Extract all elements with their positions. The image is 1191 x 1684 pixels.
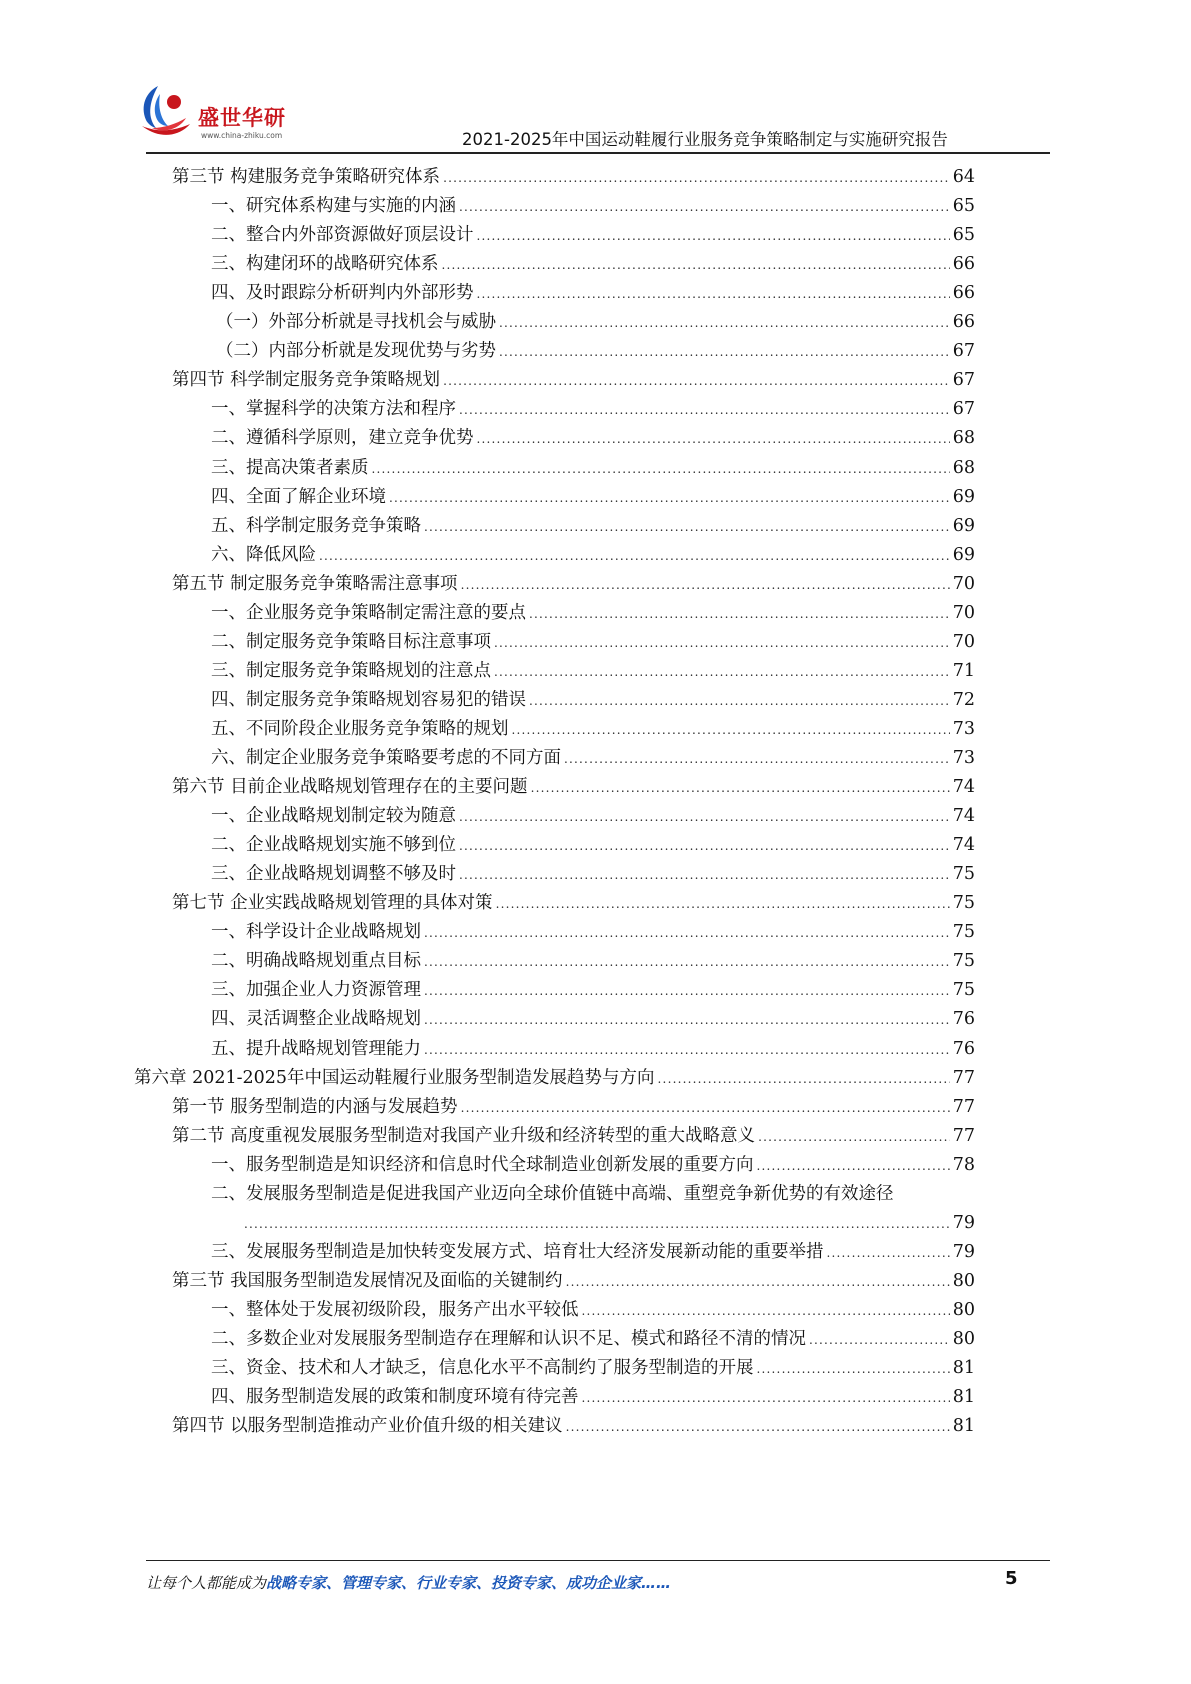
toc-entry-label: 三、构建闭环的战略研究体系 (211, 254, 439, 275)
toc-leader-dots (477, 424, 950, 455)
toc-entry-label: 二、遵循科学原则，建立竞争优势 (211, 428, 474, 449)
toc-leader-dots (566, 1267, 950, 1298)
toc-entry[interactable] (211, 453, 975, 484)
toc-leader-dots (499, 308, 950, 339)
toc-entry-page: 65 (952, 196, 975, 217)
toc-entry-page: 81 (952, 1387, 975, 1408)
header-divider (146, 152, 1050, 154)
toc-entry-label: （二）内部分析就是发现优势与劣势 (216, 341, 496, 362)
toc-entry[interactable] (172, 1411, 975, 1442)
logo-url: www.china-zhiku.com (201, 131, 283, 140)
toc-leader-dots (459, 192, 950, 223)
toc-leader-dots (582, 1296, 950, 1327)
toc-entry-label: 一、服务型制造是知识经济和信息时代全球制造业创新发展的重要方向 (211, 1154, 754, 1175)
toc-entry-label: 五、科学制定服务竞争策略 (211, 515, 421, 536)
toc-entry-label: 三、加强企业人力资源管理 (211, 980, 421, 1001)
toc-entry-page: 74 (952, 835, 975, 856)
toc-leader-dots (424, 976, 950, 1007)
toc-leader-dots (442, 250, 950, 281)
toc-entry[interactable] (211, 423, 975, 454)
toc-leader-dots (443, 163, 950, 194)
toc-entry-label: 第六节 目前企业战略规划管理存在的主要问题 (172, 777, 528, 798)
toc-leader-dots (459, 802, 950, 833)
toc-entry[interactable] (172, 365, 975, 396)
toc-entry-page: 77 (952, 1125, 975, 1146)
toc-entry[interactable] (172, 1121, 975, 1152)
toc-entry-label: 二、制定服务竞争策略目标注意事项 (211, 631, 491, 652)
toc-entry-label: 第四节 科学制定服务竞争策略规划 (172, 370, 441, 391)
toc-entry-label: 二、多数企业对发展服务型制造存在理解和认识不足、模式和路径不清的情况 (211, 1329, 806, 1349)
footer-slogan-emphasis: 战略专家、管理专家、行业专家、投资专家、成功企业家…… (266, 1574, 672, 1592)
toc-entry[interactable] (172, 772, 975, 803)
toc-entry[interactable] (211, 1353, 975, 1384)
toc-leader-dots (424, 1035, 950, 1066)
report-title: 2021-2025年中国运动鞋履行业服务竞争策略制定与实施研究报告 (462, 130, 948, 149)
toc-entry[interactable] (211, 1150, 975, 1181)
toc-entry-page: 73 (952, 748, 975, 768)
toc-entry[interactable] (211, 482, 975, 513)
toc-leader-dots (424, 947, 950, 978)
toc-entry-page: 69 (952, 515, 975, 536)
toc-leader-dots (757, 1151, 950, 1182)
toc-entry-page: 77 (952, 1067, 975, 1088)
toc-entry[interactable] (211, 278, 975, 309)
toc-entry[interactable] (211, 249, 975, 280)
toc-entry-label: 五、提升战略规划管理能力 (211, 1038, 421, 1059)
logo (138, 80, 308, 150)
toc-entry-page: 69 (952, 544, 975, 565)
toc-entry-page: 75 (952, 864, 975, 885)
toc-entry-label: 第二节 高度重视发展服务型制造对我国产业升级和经济转型的重大战略意义 (172, 1125, 756, 1146)
toc-entry-label: 第三节 构建服务竞争策略研究体系 (172, 167, 441, 187)
toc-entry-label: 三、资金、技术和人才缺乏，信息化水平不高制约了服务型制造的开展 (211, 1358, 754, 1379)
toc-leader-dots (244, 1209, 950, 1240)
toc-leader-dots (477, 279, 950, 310)
toc-leader-dots (529, 686, 950, 717)
toc-entry[interactable] (211, 975, 975, 1006)
toc-entry-label: 一、企业服务竞争策略制定需注意的要点 (211, 602, 526, 623)
toc-entry-page: 80 (952, 1270, 975, 1291)
toc-entry-label: 二、整合内外部资源做好顶层设计 (211, 225, 474, 246)
toc-entry-page: 79 (952, 1212, 975, 1233)
toc-leader-dots (372, 454, 950, 485)
toc-entry-page: 75 (952, 922, 975, 943)
logo-mark-icon (138, 80, 200, 142)
toc-entry-label: 一、整体处于发展初级阶段，服务产出水平较低 (211, 1299, 579, 1320)
toc-entry-label: 第七节 企业实践战略规划管理的具体对策 (172, 893, 493, 914)
toc-entry-page: 66 (952, 254, 975, 275)
toc-entry[interactable] (211, 859, 975, 890)
toc-entry-page: 74 (952, 806, 975, 827)
toc-entry[interactable] (211, 220, 975, 251)
toc-leader-dots (459, 831, 950, 862)
toc-entry-label: 一、掌握科学的决策方法和程序 (211, 399, 456, 420)
toc-entry-page: 69 (952, 486, 975, 507)
toc-entry[interactable] (211, 1004, 975, 1035)
toc-entry-label: 四、及时跟踪分析研判内外部形势 (211, 283, 474, 304)
toc-leader-dots (319, 541, 950, 572)
toc-entry[interactable] (211, 511, 975, 542)
toc-entry-label: 第一节 服务型制造的内涵与发展趋势 (172, 1096, 458, 1117)
footer-slogan-lead: 让每个人都能成为 (146, 1574, 267, 1592)
toc-entry-page: 80 (952, 1299, 975, 1320)
toc-entry-page: 75 (952, 951, 975, 972)
toc-entry-page: 70 (952, 602, 975, 623)
toc-entry[interactable] (211, 191, 975, 222)
toc-leader-dots (658, 1064, 950, 1095)
toc-leader-dots (512, 715, 950, 746)
toc-entry-label: 一、研究体系构建与实施的内涵 (211, 196, 456, 217)
toc-entry-label: 四、全面了解企业环境 (211, 486, 386, 507)
toc-leader-dots (564, 744, 950, 775)
toc-leader-dots (389, 483, 950, 514)
toc-entry-label: 二、发展服务型制造是促进我国产业迈向全球价值链中高端、重塑竞争新优势的有效途径 (211, 1183, 894, 1204)
toc-entry[interactable] (211, 1034, 975, 1065)
toc-entry[interactable] (211, 1237, 975, 1268)
toc-entry[interactable] (211, 714, 975, 745)
toc-entry-label: 三、企业战略规划调整不够及时 (211, 864, 456, 885)
toc-leader-dots (494, 628, 950, 659)
toc-leader-dots (494, 657, 950, 688)
toc-leader-dots (461, 570, 950, 601)
toc-entry-label: 二、企业战略规划实施不够到位 (211, 835, 456, 856)
toc-entry-page: 64 (952, 167, 975, 187)
toc-leader-dots (809, 1325, 950, 1356)
toc-leader-dots (499, 337, 950, 368)
toc-entry[interactable] (172, 162, 975, 193)
toc-leader-dots (758, 1122, 950, 1153)
toc-entry-label: 第五节 制定服务竞争策略需注意事项 (172, 573, 458, 594)
toc-entry-page: 73 (952, 718, 975, 739)
footer-divider (146, 1560, 1050, 1561)
toc-entry-label: 四、制定服务竞争策略规划容易犯的错误 (211, 689, 526, 710)
page-header (0, 0, 1191, 160)
toc-entry-page: 76 (952, 1038, 975, 1059)
toc-entry[interactable] (211, 743, 975, 774)
toc-entry-page: 81 (952, 1358, 975, 1379)
toc-entry[interactable] (172, 888, 975, 919)
toc-entry-page: 70 (952, 573, 975, 594)
toc-entry-page: 78 (952, 1154, 975, 1175)
toc-entry-label: 六、降低风险 (211, 544, 316, 565)
toc-entry[interactable] (211, 917, 975, 948)
toc-entry[interactable] (211, 598, 975, 629)
toc-entry-page: 72 (952, 689, 975, 710)
toc-entry-page: 79 (952, 1241, 975, 1262)
toc-entry-page: 75 (952, 893, 975, 914)
toc-leader-dots (477, 221, 950, 252)
toc-entry-label: 一、企业战略规划制定较为随意 (211, 806, 456, 827)
toc-entry-page: 67 (952, 399, 975, 420)
toc-entry-label: 第三节 我国服务型制造发展情况及面临的关键制约 (172, 1270, 563, 1291)
toc-entry[interactable] (211, 1382, 975, 1413)
toc-entry-page: 74 (952, 777, 975, 798)
toc-entry[interactable] (211, 1179, 975, 1210)
toc-entry-page: 67 (952, 370, 975, 391)
toc-leader-dots (531, 773, 950, 804)
toc-leader-dots (529, 599, 950, 630)
toc-entry-page: 76 (952, 1009, 975, 1030)
toc-entry[interactable] (216, 336, 975, 367)
toc-entry[interactable] (241, 1208, 975, 1239)
toc-entry[interactable] (211, 656, 975, 687)
toc-leader-dots (582, 1383, 950, 1414)
toc-entry-page: 65 (952, 225, 975, 246)
toc-entry-page: 77 (952, 1096, 975, 1117)
toc-entry-label: 第四节 以服务型制造推动产业价值升级的相关建议 (172, 1416, 563, 1437)
toc-entry[interactable] (211, 394, 975, 425)
toc-entry-label: 第六章 2021-2025年中国运动鞋履行业服务型制造发展趋势与方向 (134, 1067, 655, 1088)
toc-entry-label: 四、服务型制造发展的政策和制度环境有待完善 (211, 1387, 579, 1408)
toc-entry-label: 三、提高决策者素质 (211, 457, 369, 478)
toc-entry[interactable] (211, 627, 975, 658)
toc-entry-label: 一、科学设计企业战略规划 (211, 922, 421, 943)
toc-entry[interactable] (172, 1266, 975, 1297)
toc-leader-dots (459, 860, 950, 891)
toc-entry[interactable] (211, 801, 975, 832)
toc-leader-dots (459, 395, 950, 426)
footer-slogan (146, 1572, 671, 1593)
toc-leader-dots (566, 1412, 950, 1443)
toc-entry-label: 二、明确战略规划重点目标 (211, 951, 421, 972)
logo-title: 盛世华研 (198, 106, 286, 130)
toc-entry-label: 四、灵活调整企业战略规划 (211, 1009, 421, 1030)
toc-entry-label: 三、制定服务竞争策略规划的注意点 (211, 660, 491, 681)
toc-leader-dots (424, 1005, 950, 1036)
page-number: 5 (1005, 1568, 1018, 1589)
toc-entry[interactable] (216, 307, 975, 338)
toc-entry[interactable] (211, 946, 975, 977)
toc-entry-page: 70 (952, 631, 975, 652)
toc-entry-label: 五、不同阶段企业服务竞争策略的规划 (211, 718, 509, 739)
toc-entry-label: 三、发展服务型制造是加快转变发展方式、培育壮大经济发展新动能的重要举措 (211, 1241, 824, 1262)
toc-entry-page: 71 (952, 660, 975, 681)
toc-entry[interactable] (172, 569, 975, 600)
toc-entry[interactable] (211, 685, 975, 716)
toc-entry-label: 六、制定企业服务竞争策略要考虑的不同方面 (211, 748, 561, 768)
toc-entry-page: 67 (952, 341, 975, 362)
toc-entry-page: 68 (952, 457, 975, 478)
toc-leader-dots (424, 918, 950, 949)
toc-leader-dots (496, 889, 950, 920)
toc-leader-dots (424, 512, 950, 543)
toc-entry-page: 80 (952, 1329, 975, 1349)
toc-leader-dots (443, 366, 950, 397)
toc-entry-page: 81 (952, 1416, 975, 1437)
toc-entry[interactable] (211, 830, 975, 861)
toc-entry[interactable] (211, 1295, 975, 1326)
toc-entry[interactable] (211, 1324, 975, 1355)
toc-entry[interactable] (211, 540, 975, 571)
toc-entry-label: （一）外部分析就是寻找机会与威胁 (216, 312, 496, 333)
toc-entry-page: 75 (952, 980, 975, 1001)
toc-entry[interactable] (172, 1092, 975, 1123)
toc-leader-dots (461, 1093, 950, 1124)
toc-leader-dots (757, 1354, 950, 1385)
toc-entry-page: 66 (952, 283, 975, 304)
toc-entry-page: 68 (952, 428, 975, 449)
toc-entry-page: 66 (952, 312, 975, 333)
toc-entry[interactable] (134, 1063, 975, 1094)
toc-leader-dots (827, 1238, 950, 1269)
